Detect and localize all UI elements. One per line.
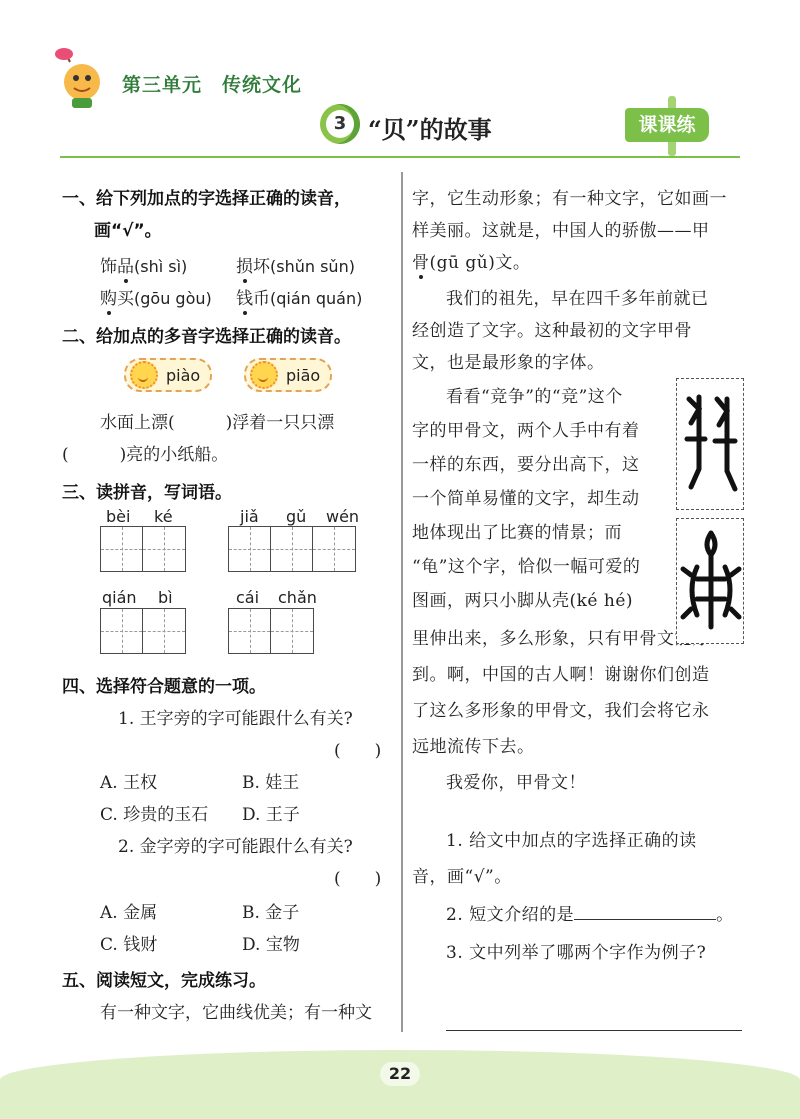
s4-q2-opt-a[interactable]: A. 金属 xyxy=(100,903,158,923)
column-divider xyxy=(401,172,403,1032)
passage-line: 到。啊，中国的古人啊！谢谢你们创造 xyxy=(412,665,710,685)
section-4-title: 四、选择符合题意的一项。 xyxy=(62,677,266,697)
option-piao4[interactable] xyxy=(124,358,212,392)
s1-item-4-pinyin[interactable]: (qián quán) xyxy=(270,289,363,308)
question-1: 1. 给文中加点的字选择正确的读 xyxy=(446,831,697,851)
unit-title: 第三单元 传统文化 xyxy=(122,74,303,96)
s1-item-2 xyxy=(236,252,355,277)
section-1-title-cont: 画“√”。 xyxy=(94,221,162,241)
s4-q1-opt-a[interactable]: A. 王权 xyxy=(100,773,158,793)
question-2-answer-line[interactable] xyxy=(574,903,716,920)
s4-q2-opt-d[interactable]: D. 宝物 xyxy=(242,935,300,955)
sun-face-icon xyxy=(250,361,278,389)
s3-group-3-py-2: bì xyxy=(158,588,173,607)
passage-line: 文，也是最形象的字体。 xyxy=(412,353,605,373)
s1-item-3-dotchar: 购 xyxy=(100,289,117,309)
s4-q1-answer[interactable]: ( ) xyxy=(334,741,382,761)
passage-line: 字的甲骨文，两个人手中有着 xyxy=(412,421,640,441)
oracle-gui-image xyxy=(676,518,744,644)
lesson-number-badge xyxy=(320,104,360,144)
s4-q2-answer[interactable]: ( ) xyxy=(334,869,382,889)
passage-line: 样美丽。这就是，中国人的骄傲——甲 xyxy=(412,221,710,241)
s3-group-4-boxes[interactable] xyxy=(228,608,314,654)
s1-item-2-char: 坏 xyxy=(253,257,270,277)
s3-group-3-py-1: qián xyxy=(102,588,137,607)
passage-line: 图画，两只小脚从壳(ké hé) xyxy=(412,591,634,611)
question-1-cont: 音，画“√”。 xyxy=(412,867,512,887)
s1-item-1-pinyin[interactable]: (shì sì) xyxy=(134,257,188,276)
passage-line: 地体现出了比赛的情景；而 xyxy=(412,523,622,543)
question-3-answer-line[interactable] xyxy=(446,1030,742,1031)
s4-q2-opt-c[interactable]: C. 钱财 xyxy=(100,935,158,955)
s3-group-2-py-2: gǔ xyxy=(286,507,307,526)
passage-line: 一个简单易懂的文字，却生动 xyxy=(412,489,640,509)
passage-line-rest: (gū gǔ)文。 xyxy=(429,253,531,273)
s1-item-1-char: 饰 xyxy=(100,257,117,277)
s2-sentence-line2: ( )亮的小纸船。 xyxy=(62,445,229,465)
s1-item-4 xyxy=(236,284,362,309)
s1-item-2-pinyin[interactable]: (shǔn sǔn) xyxy=(270,257,355,276)
option-piao1[interactable] xyxy=(244,358,332,392)
s4-q1: 1. 王字旁的字可能跟什么有关? xyxy=(118,709,353,729)
s3-group-2-boxes[interactable] xyxy=(228,526,356,572)
s1-item-3 xyxy=(100,284,212,309)
practice-sign: 课课练 xyxy=(625,108,709,142)
passage-line: 远地流传下去。 xyxy=(412,737,535,757)
s2-sentence-line1: 水面上漂( )浮着一只只漂 xyxy=(100,413,335,433)
passage-line: 里伸出来，多么形象，只有甲骨文能办 xyxy=(412,629,710,649)
s3-group-1-py-1: bèi xyxy=(106,507,131,526)
s4-q2-opt-b[interactable]: B. 金子 xyxy=(242,903,300,923)
question-2-end: 。 xyxy=(716,905,734,925)
s1-item-3-char: 买 xyxy=(117,289,134,309)
s3-group-4-py-1: cái xyxy=(236,588,260,607)
header-rule xyxy=(60,156,740,158)
passage-line: “龟”这个字，恰似一幅可爱的 xyxy=(412,557,641,577)
s3-group-2-py-1: jiǎ xyxy=(240,507,259,526)
section-3-title: 三、读拼音，写词语。 xyxy=(62,483,232,503)
s3-group-3-boxes[interactable] xyxy=(100,608,186,654)
mascot-icon xyxy=(52,48,110,110)
question-2-text: 2. 短文介绍的是 xyxy=(446,905,575,925)
question-3: 3. 文中列举了哪两个字作为例子? xyxy=(446,943,707,963)
passage-line: 字，它生动形象；有一种文字，它如画一 xyxy=(412,189,727,209)
passage-line: 看看“竞争”的“竞”这个 xyxy=(446,387,623,407)
passage-line: 我爱你，甲骨文！ xyxy=(446,773,586,793)
passage-line: 一样的东西，要分出高下，这 xyxy=(412,455,640,475)
s3-group-1-boxes[interactable] xyxy=(100,526,186,572)
oracle-jing-image xyxy=(676,378,744,510)
sun-face-icon xyxy=(130,361,158,389)
passage-line xyxy=(412,248,530,273)
passage-first-line: 有一种文字，它曲线优美；有一种文 xyxy=(100,1003,372,1023)
s3-group-1-py-2: ké xyxy=(154,507,173,526)
option-piao4-label: piào xyxy=(166,365,201,385)
section-2-title: 二、给加点的多音字选择正确的读音。 xyxy=(62,327,351,347)
s1-item-1 xyxy=(100,252,187,277)
question-2 xyxy=(446,900,734,925)
s1-item-4-dotchar: 钱 xyxy=(236,289,253,309)
s1-item-1-dotchar: 品 xyxy=(117,257,134,277)
s4-q1-opt-c[interactable]: C. 珍贵的玉石 xyxy=(100,805,209,825)
section-1-title: 一、给下列加点的字选择正确的读音， xyxy=(62,189,351,209)
s1-item-3-pinyin[interactable]: (gōu gòu) xyxy=(134,289,212,308)
s3-group-4-py-2: chǎn xyxy=(278,588,317,607)
s3-group-2-py-3: wén xyxy=(326,507,360,526)
lesson-number: 3 xyxy=(326,110,354,138)
s4-q1-opt-d[interactable]: D. 王子 xyxy=(242,805,300,825)
s1-item-4-char: 币 xyxy=(253,289,270,309)
passage-dotchar: 骨 xyxy=(412,253,430,273)
section-5-title: 五、阅读短文，完成练习。 xyxy=(62,971,266,991)
s1-item-2-dotchar: 损 xyxy=(236,257,253,277)
option-piao1-label: piāo xyxy=(286,365,321,385)
lesson-title: “贝”的故事 xyxy=(368,115,492,144)
s4-q2: 2. 金字旁的字可能跟什么有关? xyxy=(118,837,353,857)
passage-line: 了这么多形象的甲骨文，我们会将它永 xyxy=(412,701,710,721)
s4-q1-opt-b[interactable]: B. 娃王 xyxy=(242,773,300,793)
passage-line: 经创造了文字。这种最初的文字甲骨 xyxy=(412,321,692,341)
passage-line: 我们的祖先，早在四千多年前就已 xyxy=(446,289,709,309)
page-number: 22 xyxy=(380,1062,420,1086)
